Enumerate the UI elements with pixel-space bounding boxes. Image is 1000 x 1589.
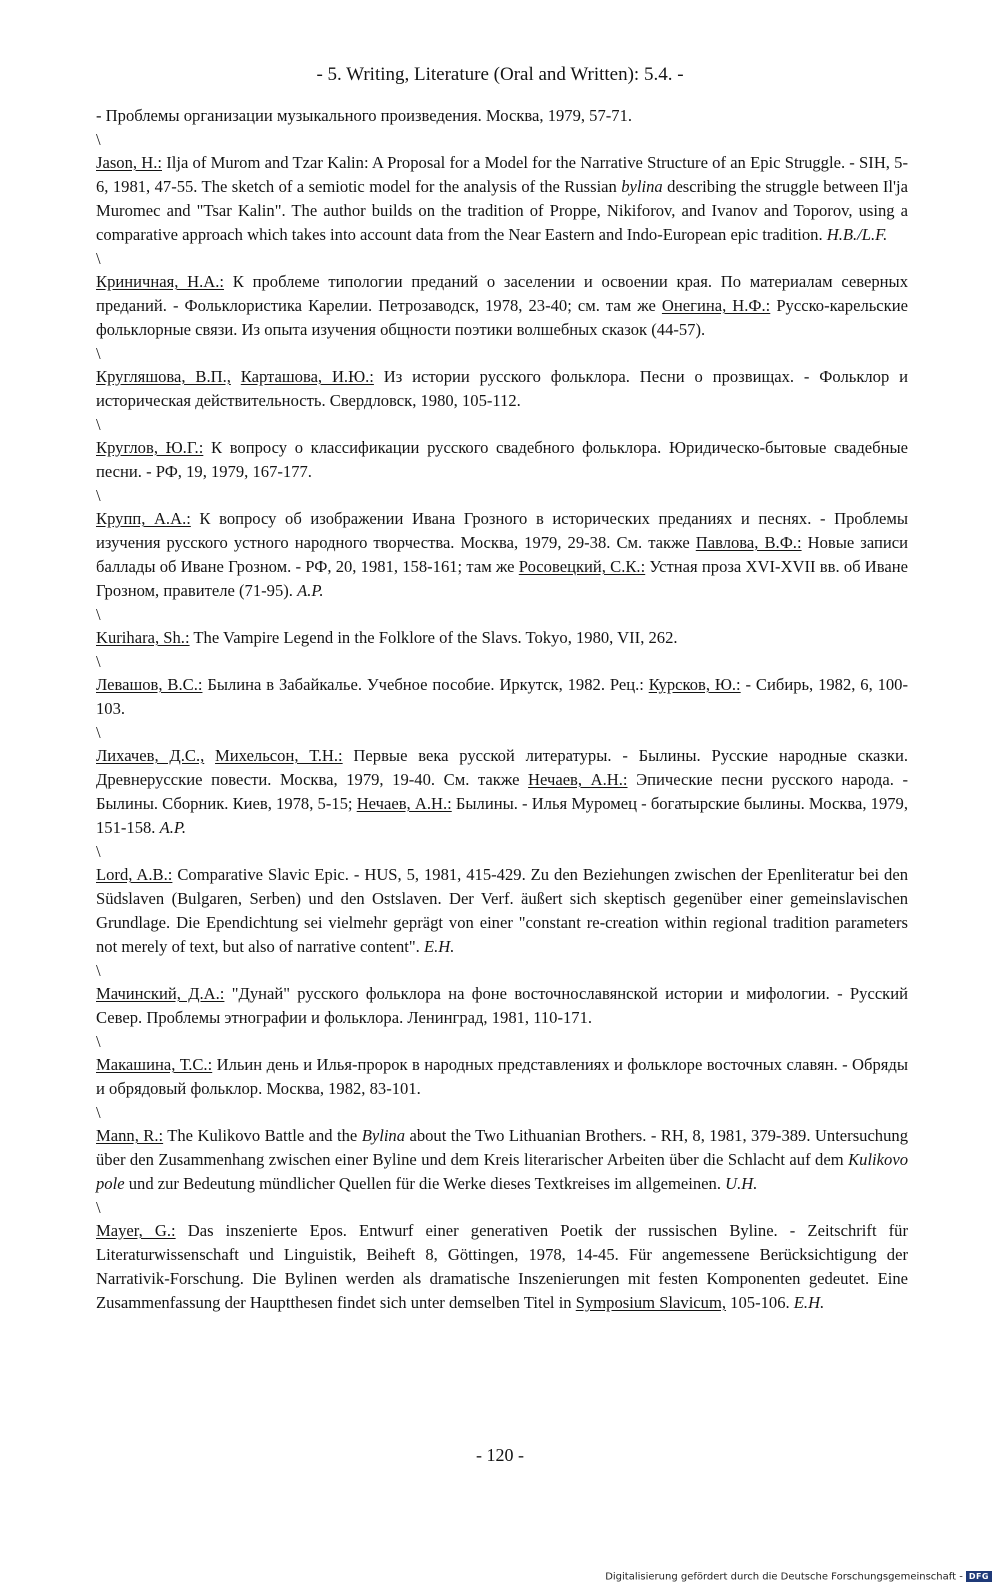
entry-separator: \ — [96, 249, 101, 268]
author-name: Круглов, Ю.Г.: — [96, 438, 204, 457]
cited-title: Symposium Slavicum, — [575, 1293, 727, 1312]
bibliography-entry-mayer: Mayer, G.: Das inszenierte Epos. Entwurf einer generativen Poetik der russischen Byline. - Zeitschrift für Literaturwissenschaft und Linguistik, Beiheft 8, Göttingen, 1978, 14-45. Für angemessene Berücksichtigung der Narrativik-Forschung. Die Bylinen werden als dramatische Inszenierungen mit festen Komponenten gedeutet. Eine Zusammenfassung der Hauptthesen findet sich unter demselben Titel in Symposium Slavicum, 105-106. E.H. — [96, 1221, 908, 1312]
author-name: Нечаев, А.Н.: — [528, 770, 628, 789]
author-name: Kurihara, Sh.: — [96, 628, 190, 647]
author-name: Кругляшова, В.П., — [96, 367, 231, 386]
bibliography-entry-kruglov: Круглов, Ю.Г.: К вопросу о классификации русского свадебного фольклора. Юридическо-бытовые свадебные песни. - РФ, 19, 1979, 167-177. — [96, 438, 908, 481]
entry-separator: \ — [96, 1103, 101, 1122]
reviewer-initials: A.P. — [297, 581, 324, 600]
bibliography-entry-kurihara: Kurihara, Sh.: The Vampire Legend in the Folklore of the Slavs. Tokyo, 1980, VII, 262. — [96, 628, 678, 647]
entry-separator: \ — [96, 344, 101, 363]
author-name: Нечаев, А.Н.: — [356, 794, 452, 813]
bibliography-list — [96, 104, 908, 1315]
entry-separator: \ — [96, 130, 101, 149]
bibliography-entry-krupp: Крупп, А.А.: К вопросу об изображении Ивана Грозного в исторических преданиях и песнях. - Проблемы изучения русского устного народного творчества. Москва, 1979, 29-38. См. также Павлова, В.Ф.: Новые записи баллады об Иване Грозном. - РФ, 20, 1981, 158-161; там же Росовецкий, С.К.: Устная проза XVI-XVII вв. об Иване Грозном, правителе (71-95). A.P. — [96, 509, 909, 600]
author-name: Павлова, В.Ф.: — [695, 533, 802, 552]
bibliography-entry-levashov: Левашов, В.С.: Былина в Забайкалье. Учебное пособие. Иркутск, 1982. Рец.: Курсков, Ю.: - Сибирь, 1982, 6, 100-103. — [96, 675, 908, 718]
author-name: Lord, A.B.: — [96, 865, 173, 884]
reviewer-initials: H.B./L.F. — [826, 225, 888, 244]
author-name: Mann, R.: — [96, 1126, 164, 1145]
author-name: Онегина, Н.Ф.: — [661, 296, 771, 315]
entry-separator: \ — [96, 486, 101, 505]
running-header: - 5. Writing, Literature (Oral and Written): 5.4. - — [316, 64, 684, 85]
entry-separator: \ — [96, 652, 101, 671]
author-name: Крупп, А.А.: — [96, 509, 191, 528]
author-name: Криничная, Н.А.: — [96, 272, 225, 291]
entry-separator: \ — [96, 415, 101, 434]
author-name: Михельсон, Т.Н.: — [215, 746, 343, 765]
author-name: Росовецкий, С.К.: — [518, 557, 646, 576]
entry-separator: \ — [96, 842, 101, 861]
bibliography-entry-lord: Lord, A.B.: Comparative Slavic Epic. - HUS, 5, 1981, 415-429. Zu den Beziehungen zwischen der Epenliteratur bei den Südslaven (Bulgaren, Serben) und den Ostslaven. Der Verf. äußert sich skeptisch gegenüber einer gemeinslavischen Grundlage. Die Ependichtung sei vielmehr geprägt von einer "constant re-creation within regional tradition parameters not merely of text, but also of narrative content". E.H. — [96, 865, 908, 956]
entry-separator: \ — [96, 723, 101, 742]
bibliography-entry-mann: Mann, R.: The Kulikovo Battle and the Bylina about the Two Lithuanian Brothers. - RH, 8, 1981, 379-389. Untersuchung über den Zusammenhang zwischen einer Byline und dem Kreis literarischer Arbeiten über die Schlacht auf dem Kulikovo pole und zur Bedeutung mündlicher Quellen für die Werke dieses Textkreises im allgemeinen. U.H. — [96, 1126, 908, 1193]
author-name: Jason, H.: — [96, 153, 162, 172]
reviewer-initials: U.H. — [725, 1174, 758, 1193]
bibliography-entry-machinsky: Мачинский, Д.А.: "Дунай" русского фольклора на фоне восточнославянской истории и мифологии. - Русский Север. Проблемы этнографии и фольклора. Ленинград, 1981, 110-171. — [96, 984, 909, 1027]
bibliography-entry-kruglyashova: Кругляшова, В.П., Карташова, И.Ю.: Из истории русского фольклора. Песни о прозвищах. - Фольклор и историческая действительность. Свердловск, 1980, 105-112. — [96, 367, 908, 410]
reviewer-initials: E.H. — [423, 937, 455, 956]
reviewer-initials: A.P. — [159, 818, 187, 837]
entry-separator: \ — [96, 1198, 101, 1217]
bibliography-entry-likhachev: Лихачев, Д.С., Михельсон, Т.Н.: Первые века русской литературы. - Былины. Русские народные сказки. Древнерусские повести. Москва, 1979, 19-40. См. также Нечаев, А.Н.: Эпические песни русского народа. - Былины. Сборник. Киев, 1978, 5-15; Нечаев, А.Н.: Былины. - Илья Муромец - богатырские былины. Москва, 1979, 151-158. A.P. — [96, 746, 908, 837]
bibliography-entry-krinichnaya: Криничная, Н.А.: К проблеме типологии преданий о заселении и освоении края. По материалам северных преданий. - Фольклористика Карелии. Петрозаводск, 1978, 23-40; см. там же Онегина, Н.Ф.: Русско-карельские фольклорные связи. Из опыта изучения общности поэтики волшебных сказок (44-57). — [96, 272, 908, 339]
author-name: Макашина, Т.С.: — [96, 1055, 213, 1074]
author-name: Левашов, В.С.: — [96, 675, 203, 694]
entry-separator: \ — [96, 605, 101, 624]
author-name: Лихачев, Д.С., — [96, 746, 205, 765]
digitization-credit — [605, 1571, 992, 1583]
credit-text: Digitalisierung gefördert durch die Deutsche Forschungsgemeinschaft - — [605, 1571, 963, 1583]
bibliography-entry-makashina: Макашина, Т.С.: Ильин день и Илья-пророк в народных представлениях и фольклоре восточных славян. - Обряды и обрядовый фольклор. Москва, 1982, 83-101. — [96, 1055, 909, 1098]
page-number: - 120 - — [476, 1445, 524, 1465]
reviewer-initials: E.H. — [793, 1293, 825, 1312]
author-name: Карташова, И.Ю.: — [240, 367, 374, 386]
author-name: Курсков, Ю.: — [648, 675, 741, 694]
author-name: Мачинский, Д.А.: — [96, 984, 225, 1003]
author-name: Mayer, G.: — [96, 1221, 176, 1240]
bibliography-entry-continuation: - Проблемы организации музыкального произведения. Москва, 1979, 57-71. — [96, 106, 633, 125]
dfg-logo-icon: DFG — [966, 1571, 992, 1582]
entry-separator: \ — [96, 1032, 101, 1051]
bibliography-entry-jason: Jason, H.: Ilja of Murom and Tzar Kalin: A Proposal for a Model for the Narrative Structure of an Epic Struggle. - SIH, 5-6, 1981, 47-55. The sketch of a semiotic model for the analysis of the Russian bylina describing the struggle between Il'ja Muromec and "Tsar Kalin". The author builds on the tradition of Proppe, Nikiforov, and Ivanov and Toporov, using a comparative approach which takes into account data from the Near Eastern and Indo-European epic tradition. H.B./L.F. — [96, 153, 909, 244]
entry-separator: \ — [96, 961, 101, 980]
